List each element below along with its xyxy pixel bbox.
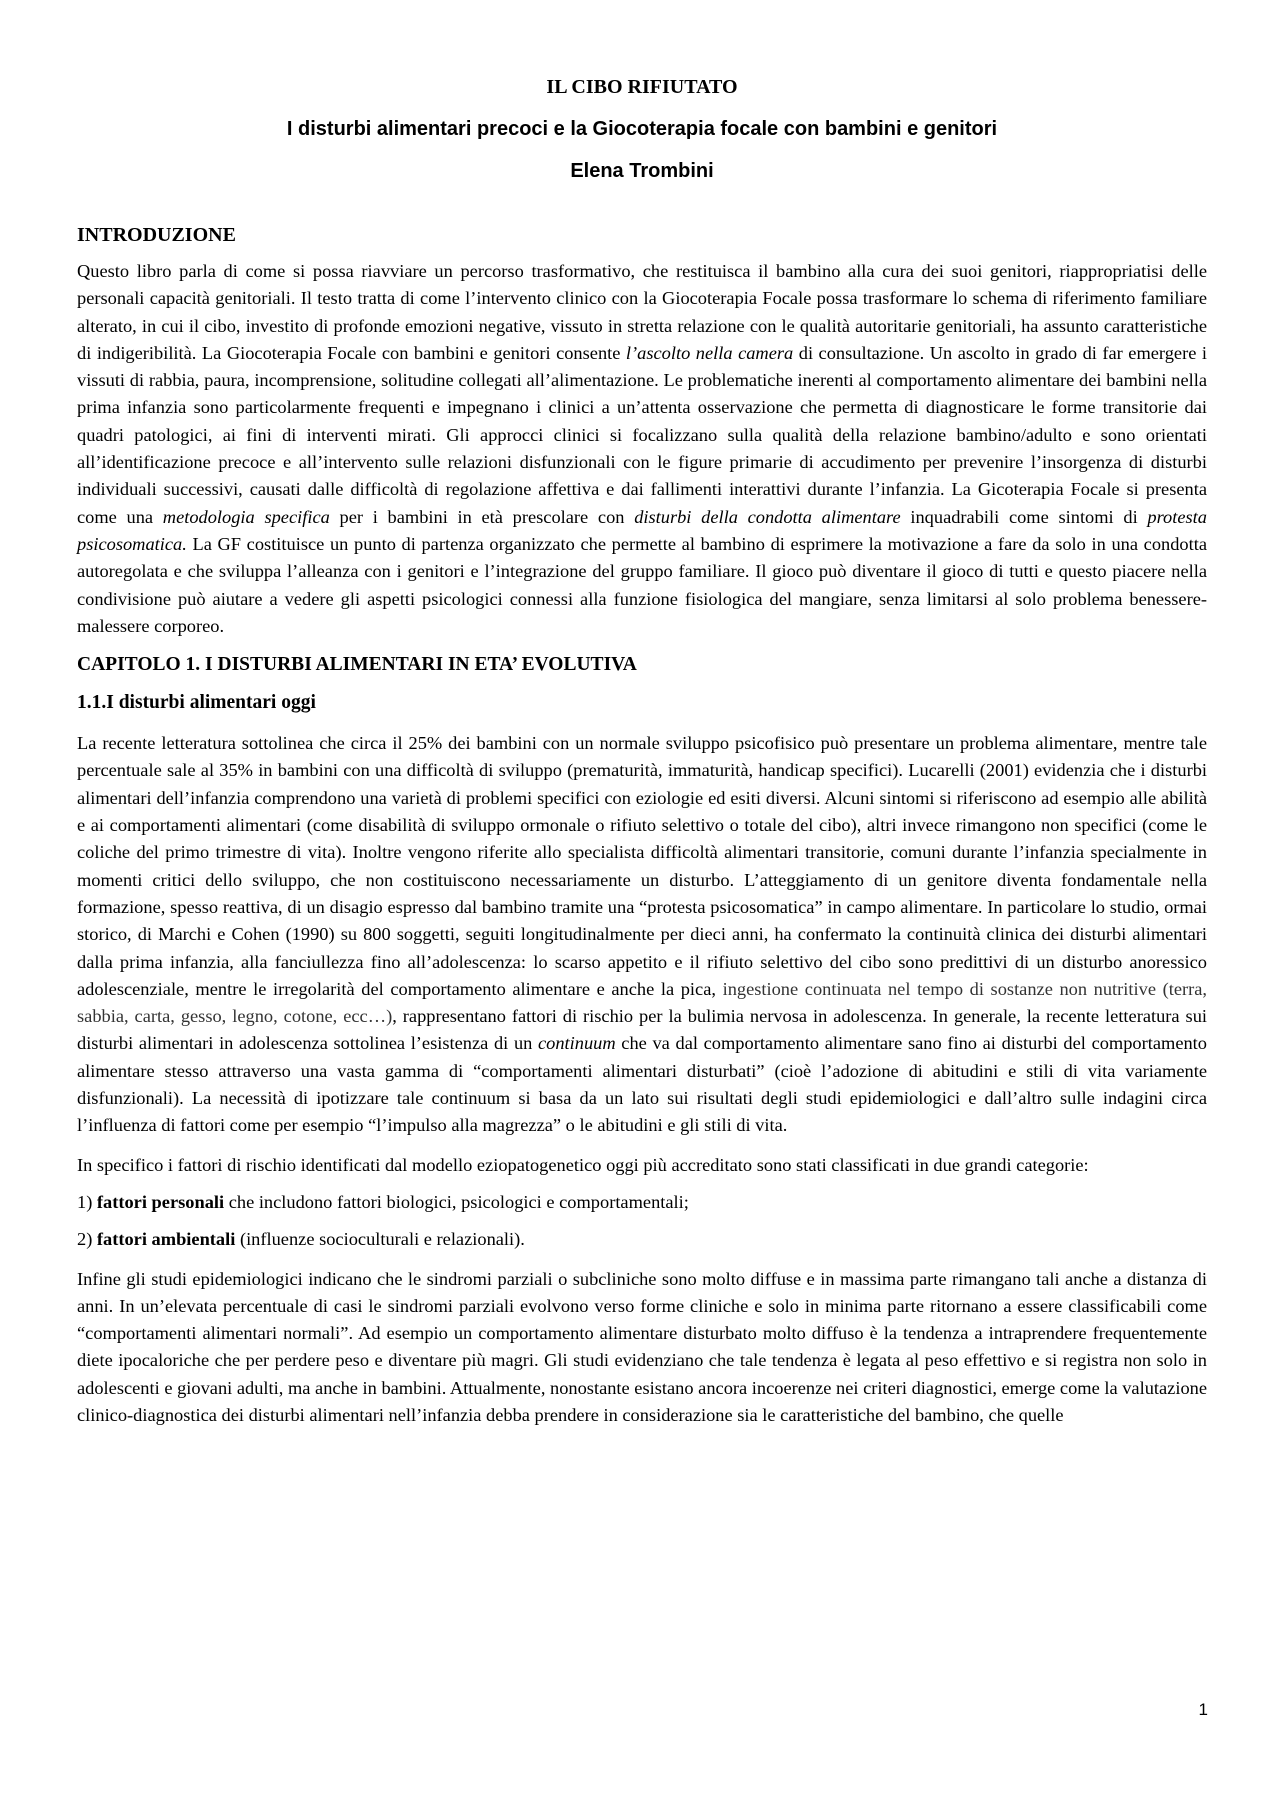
text-run: , rappresentano fattori di rischio per la bulimia nervosa in adolescenza. In generale, la recente letteratura sui disturbi alimentari in adolescenza sottolinea l’esistenza di un — [77, 1006, 1207, 1054]
chapter-paragraph-1 — [77, 730, 1207, 1139]
italic-run: protesta psicosomatica. — [77, 506, 1207, 554]
italic-run: disturbi della condotta alimentare — [634, 506, 901, 527]
text-run: (influenze socioculturali e relazionali). — [235, 1229, 525, 1250]
italic-run: l’ascolto nella camera — [625, 342, 794, 363]
text-run: Questo libro parla di come si possa riavviare un percorso trasformativo, che restituisca il bambino alla cura dei suoi genitori, riappropriatisi delle personali capacità genitoriali. Il testo tratta di come l’intervento clinico con la Giocoterapia Focale possa trasformare lo schema di riferimento familiare alterato, in cui il cibo, investito di profonde emozioni negative, vissuto in stretta relazione con le qualità autoritarie genitoriali, ha assunto caratteristiche di indigeribilità. La Giocoterapia Focale con bambini e genitori consente — [77, 261, 1207, 363]
document-author: Elena Trombini — [570, 160, 714, 182]
italic-run: continuum — [538, 1033, 616, 1054]
bold-run: fattori personali — [96, 1191, 225, 1212]
text-run: inquadrabili come sintomi di — [900, 506, 1148, 527]
list-number: 2) — [77, 1229, 97, 1250]
text-run: La recente letteratura sottolinea che circa il 25% dei bambini con un normale sviluppo psicofisico può presentare un problema alimentare, mentre tale percentuale sale al 35% in bambini con una difficoltà di sviluppo (prematurità, immaturità, handicap specifici). Lucarelli (2001) evidenzia che i disturbi alimentari dell’infanzia comprendono una varietà di problemi specifici con eziologie ed esiti diversi. Alcuni sintomi si riferiscono ad esempio alle abilità e ai comportamenti alimentari (come disabilità di sviluppo ormonale o rifiuto selettivo o totale del cibo), altri invece rimangono non specifici (come le coliche del primo trimestre di vita). Inoltre vengono riferite allo specialista difficoltà alimentari transitorie, comuni durante l’infanzia specialmente in momenti critici dello sviluppo, che non costituiscono necessariamente un disturbo. L’atteggiamento di un genitore diventa fondamentale nella formazione, spesso reattiva, di un disagio espresso dal bambino tramite una “protesta psicosomatica” in campo alimentare. In particolare lo studio, ormai storico, di Marchi e Cohen (1990) su 800 soggetti, seguiti longitudinalmente per dieci anni, ha confermato la continuità clinica dei disturbi alimentari dalla prima infanzia, alla fanciullezza fino all’adolescenza: lo scarso appetito e il rifiuto selettivo del cibo sono predittivi di un disturbo anoressico adolescenziale, mentre le irregolarità del comportamento alimentare e anche la pica, — [77, 733, 1207, 999]
intro-paragraph — [77, 258, 1207, 640]
grey-text-run: ingestione continuata nel tempo di sostanze non nutritive (terra, sabbia, carta, gesso, legno, cotone, ecc…) — [77, 978, 1207, 1027]
chapter-heading: CAPITOLO 1. I DISTURBI ALIMENTARI IN ETA’ EVOLUTIVA — [77, 654, 637, 676]
document-page — [77, 72, 1207, 1441]
list-item — [77, 1189, 1207, 1216]
text-run: di consultazione. Un ascolto in grado di far emergere i vissuti di rabbia, paura, incomprensione, solitudine collegati all’alimentazione. Le problematiche inerenti al comportamento alimentare dei bambini nella prima infanzia sono particolarmente frequenti e impegnano i clinici a un’attenta osservazione che permetta di diagnosticare le forme transitorie dai quadri patologici, ai fini di interventi mirati. Gli approcci clinici si focalizzano sulla qualità della relazione bambino/adulto e sono orientati all’identificazione precoce e all’intervento sulle relazioni disfunzionali con le figure primarie di accudimento per prevenire l’insorgenza di disturbi individuali successivi, causati dalle difficoltà di regolazione affettiva e dai fallimenti interattivi durante l’infanzia. La Gicoterapia Focale si presenta come una — [77, 342, 1207, 527]
text-run: La GF costituisce un punto di partenza organizzato che permette al bambino di esprimere la motivazione a fare da solo in una condotta autoregolata e che sviluppa l’alleanza con i genitori e l’integrazione del gruppo familiare. Il gioco può diventare il gioco di tutti e questo piacere nella condivisione può aiutare a vedere gli aspetti psicologici connessi alla funzione fisiologica del mangiare, senza limitarsi al solo problema benessere-malessere corporeo. — [77, 533, 1207, 636]
text-run: per i bambini in età prescolare con — [329, 506, 635, 527]
document-title: IL CIBO RIFIUTATO — [546, 76, 738, 98]
page-number: 1 — [1198, 1700, 1208, 1719]
chapter-paragraph-2: In specifico i fattori di rischio identificati dal modello eziopatogenetico oggi più accreditato sono stati classificati in due grandi categorie: — [77, 1154, 1089, 1175]
bold-run: fattori ambientali — [96, 1229, 236, 1250]
list-item — [77, 1226, 1207, 1253]
text-run: che includono fattori biologici, psicologici e comportamentali; — [224, 1191, 689, 1212]
document-subtitle: I disturbi alimentari precoci e la Giocoterapia focale con bambini e genitori — [286, 118, 998, 140]
section-heading-introduction: INTRODUZIONE — [77, 224, 236, 246]
subsection-heading: 1.1.I disturbi alimentari oggi — [77, 692, 316, 714]
chapter-paragraph-3: Infine gli studi epidemiologici indicano che le sindromi parziali o subcliniche sono molto diffuse e in massima parte rimangano tali anche a distanza di anni. In un’elevata percentuale di casi le sindromi parziali evolvono verso forme cliniche e solo in minima parte ritornano a essere classificabili come “comportamenti alimentari normali”. Ad esempio un comportamento alimentare disturbato molto diffuso è la tendenza a intraprendere frequentemente diete ipocaloriche che per perdere peso e diventare più magri. Gli studi evidenziano che tale tendenza è legata al peso effettivo e si registra non solo in adolescenti e giovani adulti, ma anche in bambini. Attualmente, nonostante esistano ancora incoerenze nei criteri diagnostici, emerge come la valutazione clinico-diagnostica dei disturbi alimentari nell’infanzia debba prendere in considerazione sia le caratteristiche del bambino, che quelle — [77, 1268, 1207, 1425]
italic-run: metodologia specifica — [162, 506, 330, 527]
list-number: 1) — [77, 1191, 97, 1212]
text-run: che va dal comportamento alimentare sano fino ai disturbi del comportamento alimentare stesso attraverso una vasta gamma di “comportamenti alimentari disturbati” (cioè l’adozione di abitudini e stili di vita variamente disfunzionali). La necessità di ipotizzare tale continuum si basa da un lato sui risultati degli studi epidemiologici e dall’altro sulle indagini circa l’influenza di fattori come per esempio “l’impulso alla magrezza” o le abitudini e gli stili di vita. — [77, 1033, 1207, 1136]
